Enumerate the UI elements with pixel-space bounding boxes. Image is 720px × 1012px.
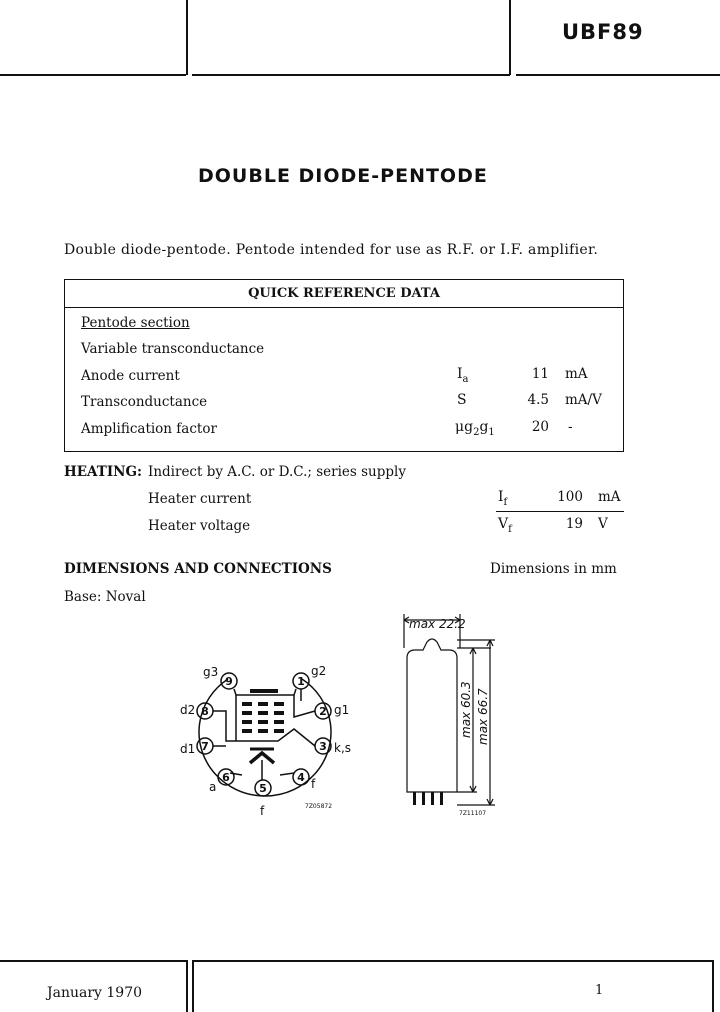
height-dimension-2: max 66.7	[476, 688, 490, 745]
height-dimension-1: max 60.3	[459, 681, 473, 738]
qrd-row-label: Amplification factor	[81, 421, 217, 437]
heater-current-label: Heater current	[148, 491, 252, 507]
heater-voltage-unit: V	[598, 516, 608, 532]
qrd-subtitle: Variable transconductance	[81, 341, 265, 357]
heater-current-symbol: $I_f$	[498, 489, 508, 508]
pin-label: d1	[180, 742, 196, 756]
qrd-row-value: 20	[531, 419, 549, 435]
pin-number: 8	[201, 705, 209, 718]
pin-number: 9	[225, 675, 233, 688]
footer-rule-left	[186, 960, 188, 1012]
pin-label: f	[260, 804, 265, 818]
pin-number: 4	[297, 771, 305, 784]
qrd-row-symbol: $\mu g_2g_1$	[455, 419, 495, 438]
qrd-row-value: 4.5	[527, 392, 549, 408]
quick-reference-heading: QUICK REFERENCE DATA	[65, 280, 623, 308]
qrd-row-symbol: S	[457, 392, 467, 408]
qrd-row-value: 11	[531, 366, 549, 382]
qrd-row-symbol: $I_a$	[457, 366, 469, 385]
heater-current-value: 100	[557, 489, 583, 505]
header-rule-left	[186, 0, 188, 75]
pin-number: 1	[297, 675, 305, 688]
qrd-row-unit: mA	[565, 366, 588, 382]
page-title: DOUBLE DIODE-PENTODE	[198, 165, 488, 187]
pin-label: g2	[311, 664, 327, 678]
pin-number: 2	[319, 705, 327, 718]
pin-connection-diagram	[170, 655, 360, 820]
header-rule-mid	[192, 74, 510, 76]
heater-divider	[496, 511, 624, 512]
footer-rule-top-left	[0, 960, 186, 962]
pin-number: 5	[259, 782, 267, 795]
pin-label: g1	[334, 703, 350, 717]
heater-voltage-value: 19	[565, 516, 583, 532]
qrd-row-label: Anode current	[81, 368, 180, 384]
dimensions-note: Dimensions in mm	[490, 561, 617, 577]
header-rule-under-left	[0, 74, 186, 76]
type-code: UBF89	[562, 20, 644, 44]
pin-label: d2	[180, 703, 196, 717]
heater-current-unit: mA	[598, 489, 621, 505]
quick-reference-box	[64, 279, 624, 452]
pin-number: 3	[319, 740, 327, 753]
pin-number: 7	[201, 740, 209, 753]
heater-voltage-label: Heater voltage	[148, 518, 251, 534]
outline-code: 7Z11107	[459, 810, 487, 817]
footer-rule-right	[712, 960, 714, 1012]
page-number: 1	[595, 983, 604, 998]
footer-rule-mid	[192, 960, 194, 1012]
heating-text: Indirect by A.C. or D.C.; series supply	[148, 464, 406, 480]
heating-label: HEATING:	[64, 464, 142, 480]
heater-voltage-symbol: $V_f$	[498, 516, 512, 535]
qrd-row-unit: -	[568, 419, 573, 435]
section-title: Pentode section	[81, 315, 190, 331]
qrd-row-label: Transconductance	[81, 394, 208, 410]
header-rule-div	[509, 0, 511, 75]
base-type: Base: Noval	[64, 589, 146, 605]
pin-label: f	[311, 777, 316, 791]
footer-rule-top-mid	[192, 960, 712, 962]
pin-label: k,s	[334, 741, 352, 755]
pin-number: 6	[222, 771, 230, 784]
pin-label: a	[209, 780, 217, 794]
width-dimension: max 22.2	[409, 617, 466, 631]
outline-drawing	[395, 610, 505, 820]
diagram-code: 7Z05872	[305, 803, 333, 810]
qrd-row-unit: mA/V	[565, 392, 602, 408]
dimensions-heading: DIMENSIONS AND CONNECTIONS	[64, 561, 332, 577]
footer-date: January 1970	[47, 985, 143, 1001]
pin-label: g3	[203, 665, 219, 679]
header-rule-right	[516, 74, 720, 76]
intro-text: Double diode-pentode. Pentode intended for use as R.F. or I.F. amplifier.	[64, 242, 599, 258]
